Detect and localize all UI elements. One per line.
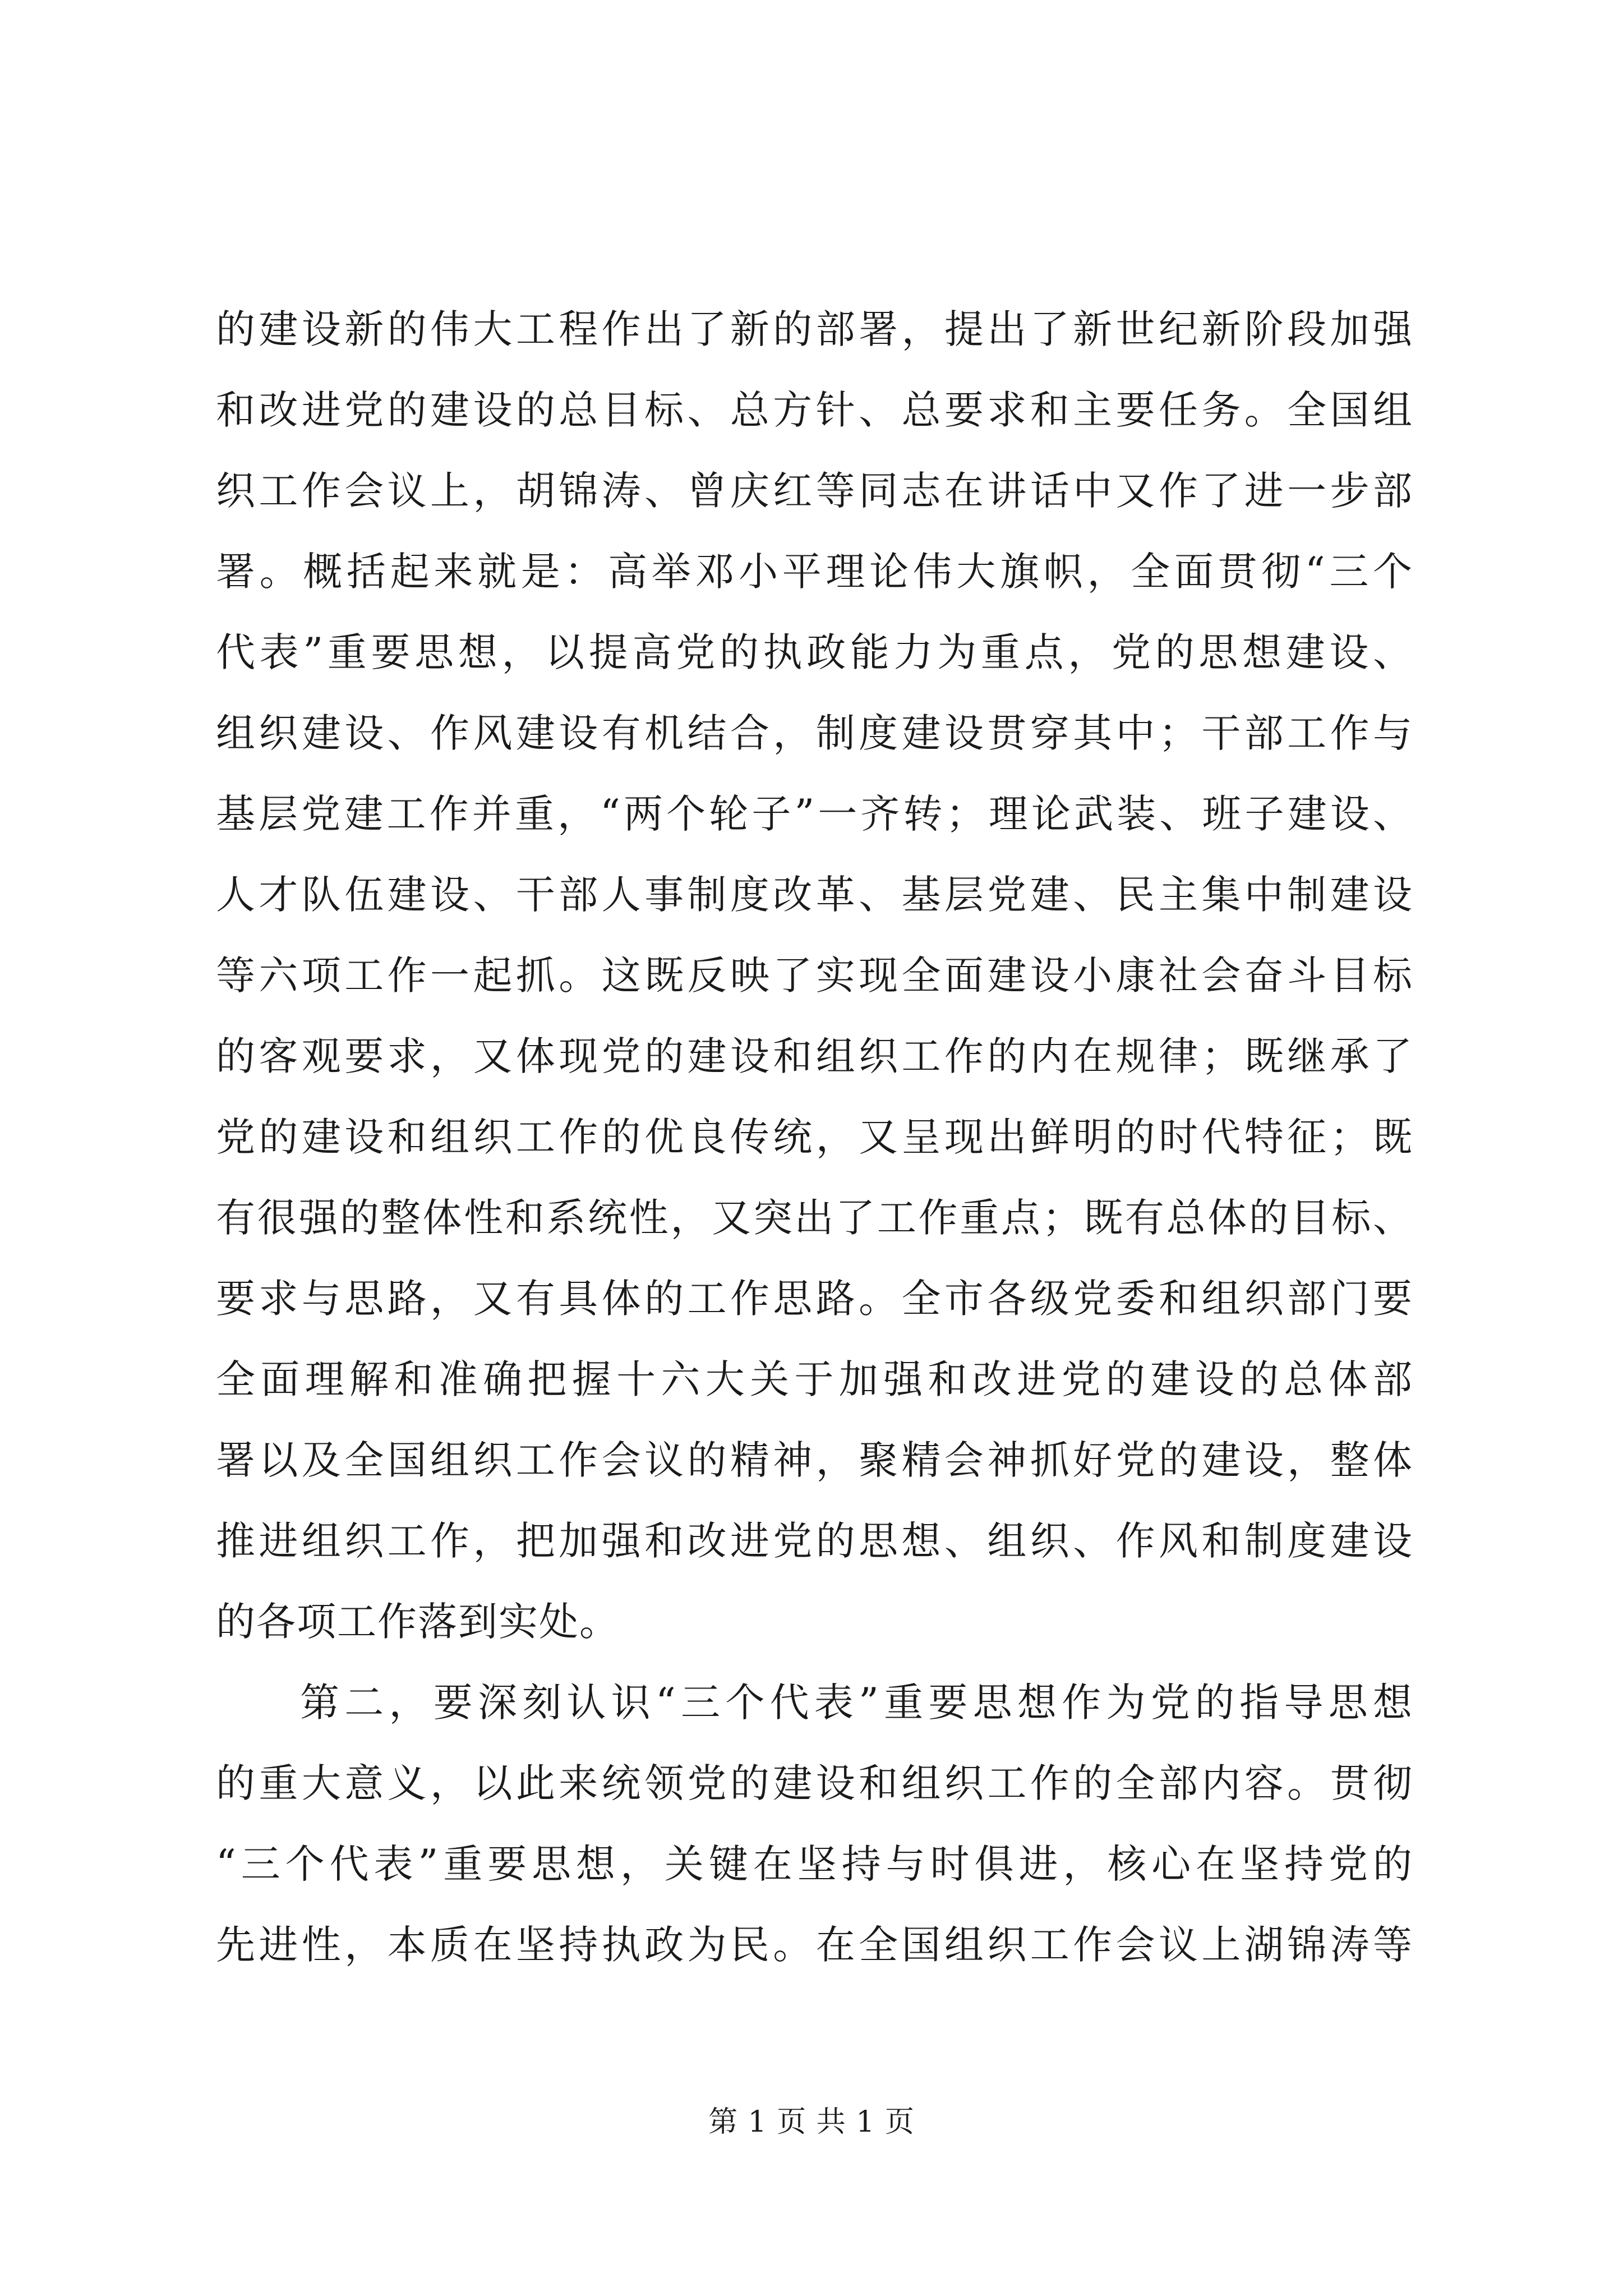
text-line: 有很强的整体性和系统性，又突出了工作重点；既有总体的目标、 (216, 1195, 1413, 1241)
text-line: 署。概括起来就是：高举邓小平理论伟大旗帜，全面贯彻“三个 (216, 549, 1413, 595)
text-line: 人才队伍建设、干部人事制度改革、基层党建、民主集中制建设 (216, 872, 1413, 918)
text-line: 全面理解和准确把握十六大关于加强和改进党的建设的总体部 (216, 1356, 1413, 1402)
text-line: 基层党建工作并重，“两个轮子”一齐转；理论武装、班子建设、 (216, 791, 1413, 837)
text-line: 的客观要求，又体现党的建设和组织工作的内在规律；既继承了 (216, 1033, 1413, 1079)
text-line: 和改进党的建设的总目标、总方针、总要求和主要任务。全国组 (216, 387, 1413, 433)
text-line: 代表”重要思想，以提高党的执政能力为重点，党的思想建设、 (216, 629, 1413, 675)
text-line: 要求与思路，又有具体的工作思路。全市各级党委和组织部门要 (216, 1276, 1413, 1322)
text-line: 等六项工作一起抓。这既反映了实现全面建设小康社会奋斗目标 (216, 953, 1413, 999)
text-line: 的各项工作落到实处。 (216, 1599, 620, 1645)
text-line: 的建设新的伟大工程作出了新的部署，提出了新世纪新阶段加强 (216, 306, 1413, 352)
document-body (216, 289, 1413, 1985)
text-line: 的重大意义，以此来统领党的建设和组织工作的全部内容。贯彻 (216, 1760, 1413, 1806)
text-line: 先进性，本质在坚持执政为民。在全国组织工作会议上湖锦涛等 (216, 1922, 1413, 1968)
text-line: 第二，要深刻认识“三个代表”重要思想作为党的指导思想 (300, 1680, 1413, 1726)
text-line: 党的建设和组织工作的优良传统，又呈现出鲜明的时代特征；既 (216, 1114, 1413, 1160)
page-footer (0, 2102, 1623, 2142)
text-line: 推进组织工作，把加强和改进党的思想、组织、作风和制度建设 (216, 1518, 1413, 1564)
text-line: “三个代表”重要思想，关键在坚持与时俱进，核心在坚持党的 (216, 1841, 1413, 1887)
text-line: 署以及全国组织工作会议的精神，聚精会神抓好党的建设，整体 (216, 1437, 1413, 1483)
page-number-label: 第 1 页 共 1 页 (708, 2105, 915, 2139)
text-line: 织工作会议上，胡锦涛、曾庆红等同志在讲话中又作了进一步部 (216, 468, 1413, 514)
text-line: 组织建设、作风建设有机结合，制度建设贯穿其中；干部工作与 (216, 710, 1413, 756)
